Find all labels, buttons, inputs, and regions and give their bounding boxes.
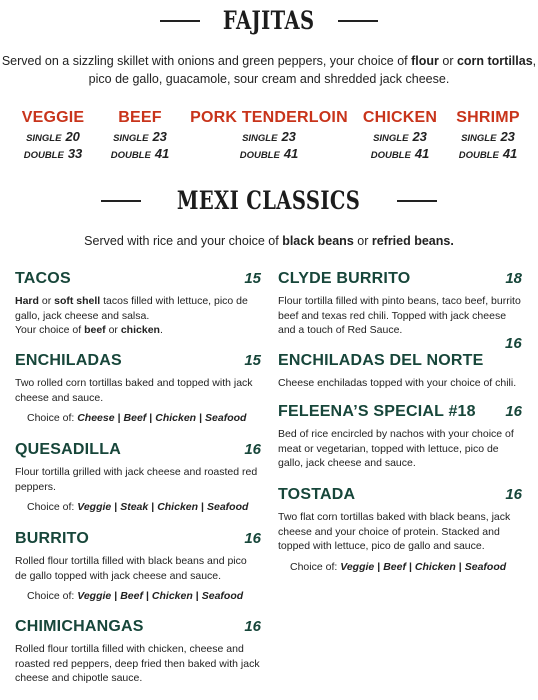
classics-title-text: MEXI CLASSICS	[177, 186, 361, 215]
fajita-double: DOUBLE 41	[110, 146, 170, 161]
item-price: 15	[244, 270, 261, 287]
fajita-veggie	[10, 109, 96, 161]
item-description: Flour tortilla filled with pinto beans, taco beef, burrito beef and texas red chili. Topped with jack cheese and a touch of Red Sauce.	[278, 295, 521, 336]
item-options: Choice of: Veggie | Beef | Chicken | Seafood	[290, 560, 507, 573]
fajita-single: SINGLE 20	[26, 129, 80, 144]
item-description: Rolled flour tortilla filled with chicken, cheese and roasted red peppers, deep fried then baked with jack cheese and chipotle sauce.	[15, 643, 260, 684]
fajita-shrimp	[448, 109, 528, 161]
item-price: 15	[244, 352, 261, 369]
fajita-single: SINGLE 23	[373, 129, 427, 144]
item-price: 16	[505, 486, 522, 503]
item-price: 16	[505, 403, 522, 420]
fajita-single: SINGLE 23	[113, 129, 167, 144]
item-description: Two rolled corn tortillas baked and topped with jack cheese and sauce.	[15, 377, 253, 404]
menu-item-quesadilla	[15, 441, 261, 513]
item-description: Hard or soft shell tacos filled with lettuce, pico de gallo, jack cheese and salsa. Your choice of beef or chicken.	[15, 295, 248, 336]
fajita-single: SINGLE 23	[242, 129, 296, 144]
classics-intro: Served with rice and your choice of black beans or refried beans.	[84, 234, 454, 248]
item-options: Choice of: Veggie | Beef | Chicken | Seafood	[27, 590, 244, 602]
menu-item-tostada	[278, 486, 522, 573]
fajita-double: DOUBLE 41	[458, 146, 518, 161]
title-rule-right	[397, 200, 437, 202]
fajita-pork-tenderloin	[188, 109, 350, 161]
fajita-name: BEEF	[118, 109, 162, 126]
fajita-single: SINGLE 23	[461, 129, 515, 144]
fajitas-intro	[0, 52, 538, 88]
item-name: CLYDE BURRITO	[278, 270, 411, 287]
fajita-double: DOUBLE 33	[23, 146, 83, 161]
fajita-name: CHICKEN	[362, 109, 438, 126]
item-description: Rolled flour tortilla filled with black beans and pico de gallo topped with jack cheese and sauce.	[15, 555, 247, 582]
menu-item-tacos	[15, 270, 261, 338]
item-description: Two flat corn tortillas baked with black beans, jack cheese and your choice of protein. Stacked and topped with lettuce, pico de gallo and sauce.	[278, 511, 511, 552]
item-name: TOSTADA	[278, 486, 356, 503]
fajita-chicken	[357, 109, 443, 161]
classics-title	[0, 186, 538, 215]
item-name: QUESADILLA	[15, 441, 121, 458]
item-price: 16	[244, 441, 261, 458]
fajitas-title-text: FAJITAS	[223, 6, 315, 35]
title-rule-right	[338, 20, 378, 22]
item-name: BURRITO	[15, 530, 89, 547]
item-name: CHIMICHANGAS	[15, 618, 144, 635]
item-options: Choice of: Cheese | Beef | Chicken | Seafood	[27, 412, 247, 424]
fajitas-title	[0, 6, 538, 35]
item-price: 16	[244, 530, 261, 547]
menu-item-enchiladas	[15, 352, 261, 424]
fajita-name: PORK TENDERLOIN	[190, 109, 348, 126]
title-rule-left	[101, 200, 141, 202]
menu-item-enchiladas-del-norte	[278, 352, 522, 391]
menu-item-chimichangas	[15, 618, 261, 686]
menu-item-clyde-burrito	[278, 270, 522, 338]
item-price: 18	[505, 270, 522, 287]
fajita-beef	[103, 109, 177, 161]
fajita-name: SHRIMP	[456, 109, 520, 126]
fajitas-intro-line1: Served on a sizzling skillet with onions and green peppers, your choice of flour or corn tortillas,	[1, 54, 537, 68]
item-name: ENCHILADAS DEL NORTE	[278, 352, 484, 369]
fajita-name: VEGGIE	[21, 109, 85, 126]
menu-item-feleenas-special	[278, 403, 522, 471]
item-description: Bed of rice encircled by nachos with your choice of meat or vegetarian, topped with lettuce, pico de gallo, jack cheese and sauce.	[278, 428, 514, 469]
title-rule-left	[160, 20, 200, 22]
item-name: TACOS	[15, 270, 71, 287]
fajita-double: DOUBLE 41	[370, 146, 430, 161]
item-description: Flour tortilla grilled with jack cheese and roasted red peppers.	[15, 466, 258, 493]
item-price-enchiladas-del-norte: 16	[505, 335, 522, 352]
menu-item-burrito	[15, 530, 261, 602]
fajita-double: DOUBLE 41	[239, 146, 299, 161]
item-name: FELEENA’S SPECIAL #18	[278, 403, 476, 420]
fajitas-intro-line2: pico de gallo, guacamole, sour cream and shredded jack cheese.	[88, 72, 450, 86]
item-name: ENCHILADAS	[15, 352, 122, 369]
item-description: Cheese enchiladas topped with your choice of chili.	[278, 377, 517, 389]
item-price: 16	[244, 618, 261, 635]
item-options: Choice of: Veggie | Steak | Chicken | Seafood	[27, 501, 249, 513]
